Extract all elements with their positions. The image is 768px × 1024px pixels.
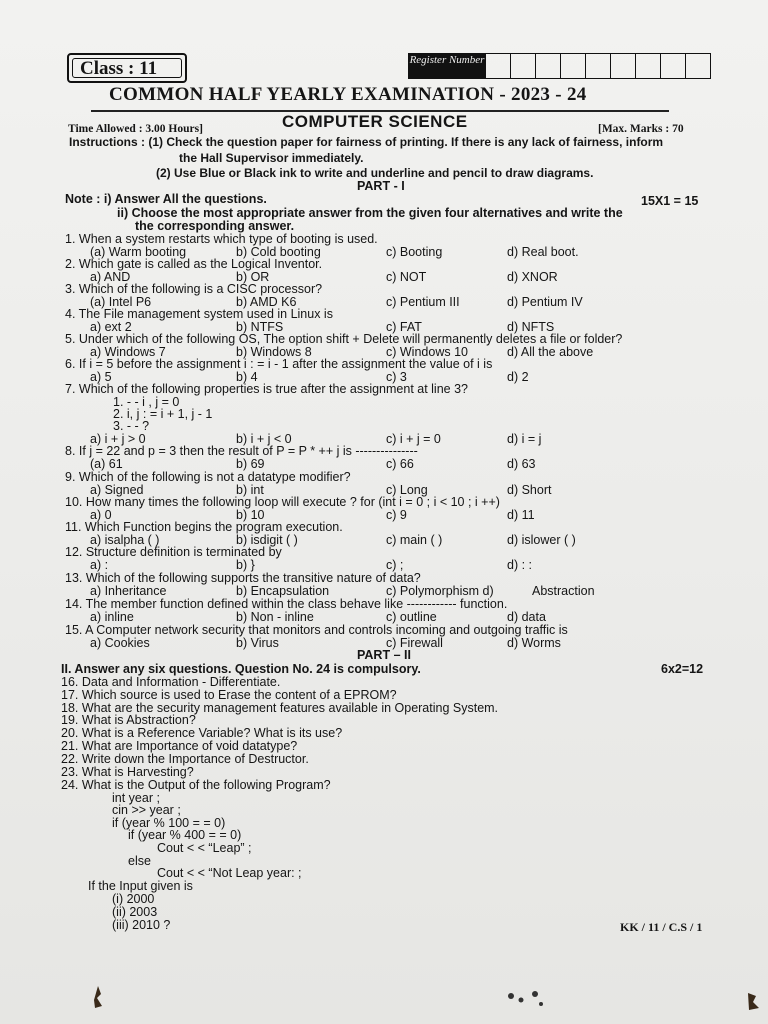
note-line: ii) Choose the most appropriate answer from the given four alternatives and write the <box>117 206 623 220</box>
option-a: (a) Warm booting <box>90 245 187 259</box>
option-b: b) Virus <box>236 636 279 650</box>
option-d: d) XNOR <box>507 270 558 284</box>
question-13: 13. Which of the following supports the transitive nature of data? <box>65 571 421 585</box>
register-digit-box <box>635 53 661 79</box>
question-11: 11. Which Function begins the program execution. <box>65 520 343 534</box>
input-value: (ii) 2003 <box>112 905 158 919</box>
option-a: a) 5 <box>90 370 112 384</box>
option-b: b) } <box>236 558 255 572</box>
note-line: the corresponding answer. <box>135 219 295 233</box>
option-c: c) outline <box>386 610 437 624</box>
class-label: Class : 11 <box>72 58 182 78</box>
option-d: d) i = j <box>507 432 542 446</box>
option-c: c) Windows 10 <box>386 345 468 359</box>
option-c: c) FAT <box>386 320 422 334</box>
question-5: 5. Under which of the following OS, The option shift + Delete will permanently deletes a file or folder? <box>65 332 623 346</box>
instructions-line: (2) Use Blue or Black ink to write and underline and pencil to draw diagrams. <box>156 166 594 180</box>
code-line: if (year % 100 = = 0) <box>112 816 226 830</box>
question-8: 8. If j = 22 and p = 3 then the result of P = P * ++ j is --------------- <box>65 444 418 458</box>
question-20: 20. What is a Reference Variable? What is its use? <box>61 726 343 740</box>
option-c: c) 66 <box>386 457 414 471</box>
option-c: c) Long <box>386 483 428 497</box>
register-number-boxes <box>486 53 711 79</box>
option-a: a) : <box>90 558 109 572</box>
option-b: b) Non - inline <box>236 610 314 624</box>
input-value: (iii) 2010 ? <box>112 918 171 932</box>
instructions-line: Instructions : (1) Check the question paper for fairness of printing. If there is any lack of fairness, inform <box>69 135 664 149</box>
option-d: d) : : <box>507 558 533 572</box>
option-d: d) data <box>507 610 546 624</box>
part-two-instruction: II. Answer any six questions. Question No. 24 is compulsory. <box>61 662 421 676</box>
option-c: c) NOT <box>386 270 427 284</box>
question-14: 14. The member function defined within the class behave like ------------ function. <box>65 597 508 611</box>
option-a: a) ext 2 <box>90 320 132 334</box>
option-d: d) Pentium IV <box>507 295 583 309</box>
question-6: 6. If i = 5 before the assignment i : = i - 1 after the assignment the value of i is <box>65 357 493 371</box>
question-4: 4. The File management system used in Linux is <box>65 307 333 321</box>
option-d: d) Real boot. <box>507 245 579 259</box>
question-18: 18. What are the security management features available in Operating System. <box>61 701 499 715</box>
instructions-line: the Hall Supervisor immediately. <box>179 151 364 165</box>
option-b: b) 10 <box>236 508 265 522</box>
ink-speck-icon <box>92 984 106 1010</box>
code-line: Cout < < “Not Leap year: ; <box>157 866 302 880</box>
option-d: d) 63 <box>507 457 536 471</box>
option-c: c) 9 <box>386 508 407 522</box>
part-one-marks: 15X1 = 15 <box>641 194 699 208</box>
note-line: Note : i) Answer All the questions. <box>65 192 267 206</box>
option-d: d) 11 <box>507 508 535 522</box>
max-marks: [Max. Marks : 70 <box>598 123 684 135</box>
option-c: c) Pentium III <box>386 295 460 309</box>
subject-title: COMPUTER SCIENCE <box>282 112 468 131</box>
option-a: a) isalpha ( ) <box>90 533 160 547</box>
register-digit-box <box>535 53 561 79</box>
question-7-step: 1. - - i , j = 0 <box>113 395 180 409</box>
register-digit-box <box>585 53 611 79</box>
register-number-label: Register Number <box>408 53 486 79</box>
question-16: 16. Data and Information - Differentiate. <box>61 675 281 689</box>
register-digit-box <box>660 53 686 79</box>
question-7-step: 2. i, j : = i + 1, j - 1 <box>113 407 213 421</box>
part-two-heading: PART – II <box>357 648 411 662</box>
option-b: b) Windows 8 <box>236 345 312 359</box>
option-d: d) islower ( ) <box>507 533 576 547</box>
question-21: 21. What are Importance of void datatype? <box>61 739 298 753</box>
option-a: a) AND <box>90 270 131 284</box>
code-line: if (year % 400 = = 0) <box>128 828 242 842</box>
question-17: 17. Which source is used to Erase the content of a EPROM? <box>61 688 397 702</box>
question-3: 3. Which of the following is a CISC processor? <box>65 282 323 296</box>
register-digit-box <box>610 53 636 79</box>
question-15: 15. A Computer network security that monitors and controls incoming and outgoing traffic is <box>65 623 568 637</box>
option-a: a) 0 <box>90 508 112 522</box>
code-line: else <box>128 854 151 868</box>
question-1: 1. When a system restarts which type of booting is used. <box>65 232 378 246</box>
time-allowed: Time Allowed : 3.00 Hours] <box>68 123 203 135</box>
register-digit-box <box>560 53 586 79</box>
option-b: b) int <box>236 483 264 497</box>
option-b: b) NTFS <box>236 320 284 334</box>
option-c: c) Polymorphism d) <box>386 584 494 598</box>
option-a: a) Windows 7 <box>90 345 166 359</box>
option-d: d) 2 <box>507 370 529 384</box>
question-7: 7. Which of the following properties is true after the assignment at line 3? <box>65 382 468 396</box>
code-line: int year ; <box>112 791 160 805</box>
option-c: c) 3 <box>386 370 407 384</box>
question-12: 12. Structure definition is terminated by <box>65 545 282 559</box>
option-a: (a) Intel P6 <box>90 295 152 309</box>
option-a: a) inline <box>90 610 134 624</box>
question-24: 24. What is the Output of the following Program? <box>61 778 331 792</box>
code-line: cin >> year ; <box>112 803 181 817</box>
register-digit-box <box>485 53 511 79</box>
option-c: c) Booting <box>386 245 443 259</box>
option-c: c) i + j = 0 <box>386 432 441 446</box>
option-b: b) AMD K6 <box>236 295 297 309</box>
option-a: a) i + j > 0 <box>90 432 146 446</box>
part-two-marks: 6x2=12 <box>661 662 704 676</box>
option-b: b) Encapsulation <box>236 584 330 598</box>
option-b: b) Cold booting <box>236 245 321 259</box>
register-digit-box <box>685 53 711 79</box>
option-d: d) All the above <box>507 345 594 359</box>
option-b: b) i + j < 0 <box>236 432 292 446</box>
option-b: b) 69 <box>236 457 265 471</box>
option-b: b) isdigit ( ) <box>236 533 298 547</box>
question-10: 10. How many times the following loop will execute ? for (int i = 0 ; i < 10 ; i ++) <box>65 495 500 509</box>
question-9: 9. Which of the following is not a datatype modifier? <box>65 470 351 484</box>
option-a: a) Inheritance <box>90 584 167 598</box>
input-label: If the Input given is <box>88 879 193 893</box>
register-digit-box <box>510 53 536 79</box>
option-b: b) 4 <box>236 370 258 384</box>
option-b: b) OR <box>236 270 270 284</box>
option-c: c) ; <box>386 558 404 572</box>
ink-speck-icon <box>744 990 762 1012</box>
option-d: d) NFTS <box>507 320 555 334</box>
option-c: c) main ( ) <box>386 533 443 547</box>
question-2: 2. Which gate is called as the Logical Inventor. <box>65 257 323 271</box>
option-d: d) Short <box>507 483 552 497</box>
class-box <box>67 53 187 83</box>
question-7-step: 3. - - ? <box>113 419 150 433</box>
question-19: 19. What is Abstraction? <box>61 713 196 727</box>
option-d: d) Worms <box>507 636 561 650</box>
paper-code: KK / 11 / C.S / 1 <box>620 920 703 934</box>
option-c: c) Firewall <box>386 636 443 650</box>
part-one-heading: PART - I <box>357 179 405 193</box>
input-value: (i) 2000 <box>112 892 155 906</box>
option-a: a) Cookies <box>90 636 150 650</box>
option-a: a) Signed <box>90 483 144 497</box>
ink-speck-icon <box>505 988 545 1010</box>
question-23: 23. What is Harvesting? <box>61 765 194 779</box>
option-d: Abstraction <box>532 584 595 598</box>
exam-title: COMMON HALF YEARLY EXAMINATION - 2023 - 24 <box>109 84 587 105</box>
question-22: 22. Write down the Importance of Destructor. <box>61 752 309 766</box>
code-line: Cout < < “Leap” ; <box>157 841 252 855</box>
option-a: (a) 61 <box>90 457 123 471</box>
